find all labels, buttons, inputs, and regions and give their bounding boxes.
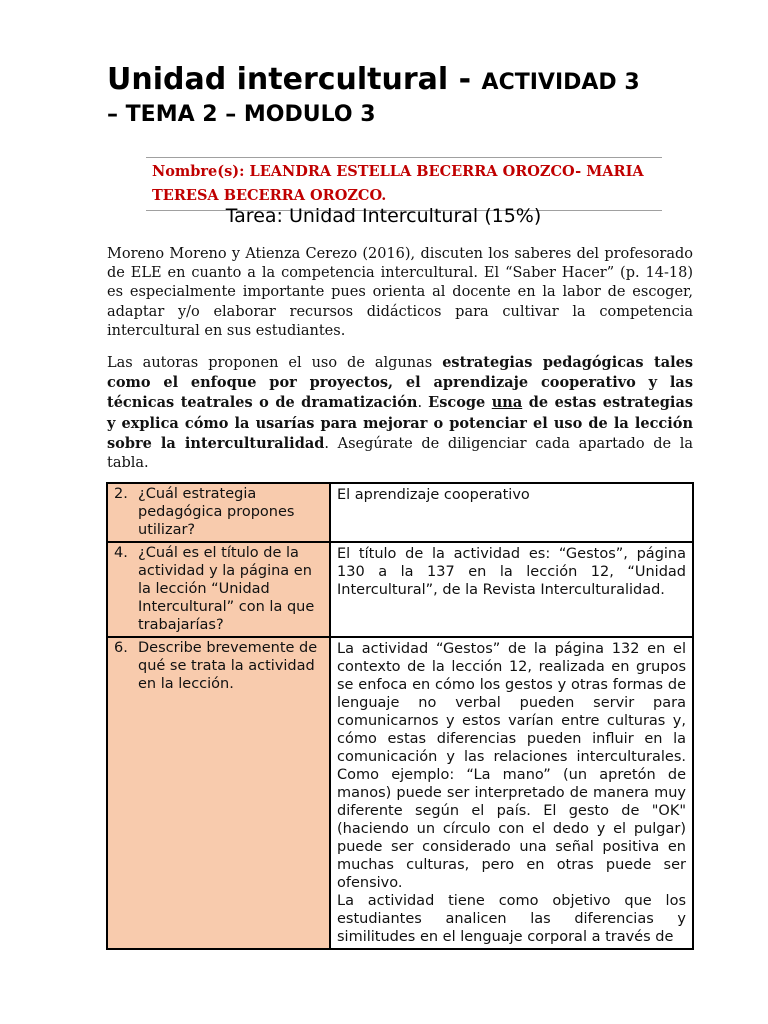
question-number: 4. — [114, 545, 128, 561]
question-cell — [107, 542, 330, 637]
instr-bold-2b: de estas estrategias y explica cómo la usarías para mejorar o potenciar el uso de la lección sobre la interculturalidad — [107, 394, 693, 452]
title-module: – TEMA 2 – MODULO 3 — [107, 102, 376, 127]
title-main: Unidad intercultural - — [107, 62, 482, 97]
question-text: ¿Cuál estrategia pedagógica propones utilizar? — [138, 486, 295, 538]
instr-bold-1: estrategias pedagógicas tales como el enfoque por proyectos, el aprendizaje cooperativo y las técnicas teatrales o de dramatización — [107, 354, 693, 412]
question-number: 2. — [114, 486, 128, 502]
task-table — [106, 482, 694, 950]
answer-cell — [330, 483, 693, 542]
question-number: 6. — [114, 640, 128, 656]
instr-text-3: . Asegúrate de diligenciar cada apartado de la tabla. — [107, 435, 694, 472]
instr-text-2: . — [417, 395, 429, 412]
table-row — [107, 637, 693, 949]
intro-paragraph: Moreno Moreno y Atienza Cerezo (2016), discuten los saberes del profesorado de ELE en cuanto a la competencia intercultural. El “Saber Hacer” (p. 14-18) es especialmente importante pues orienta al docente en la labor de escoger, adaptar y/o elaborar recursos didácticos para cultivar la competencia intercultural en sus estudiantes. — [107, 246, 693, 339]
question-cell — [107, 483, 330, 542]
table-row — [107, 483, 693, 542]
question-cell — [107, 637, 330, 949]
instr-text-1: Las autoras proponen el uso de algunas — [107, 355, 443, 371]
answer-paragraph-2: La actividad tiene como objetivo que los estudiantes analicen las diferencias y similitudes en el lenguaje corporal a través de — [337, 893, 686, 945]
answer-cell — [330, 542, 693, 637]
student-names: Nombre(s): LEANDRA ESTELLA BECERRA OROZCO- MARIA TERESA BECERRA OROZCO. — [146, 157, 662, 211]
answer-cell — [330, 637, 693, 949]
instructions-paragraph — [107, 353, 693, 473]
instr-bold-2a: Escoge — [428, 394, 492, 412]
answer-text: El título de la actividad es: “Gestos”, página 130 a la 137 en la lección 12, “Unidad Intercultural”, de la Revista Interculturalidad. — [337, 546, 686, 598]
document-title — [107, 64, 707, 131]
table-row — [107, 542, 693, 637]
answer-paragraph-1: La actividad “Gestos” de la página 132 en el contexto de la lección 12, realizada en grupos se enfoca en cómo los gestos y otras formas de lenguaje no verbal pueden servir para comunicarnos y estos varían entre culturas y, cómo estas diferencias pueden influir en la comunicación y las relaciones interculturales. Como ejemplo: “La mano” (un apretón de manos) puede ser interpretado de manera muy diferente según el país. El gesto de "OK" (haciendo un círculo con el dedo y el pulgar) puede ser considerado una señal positiva en muchas culturas, pero en otras puede ser ofensivo. — [337, 641, 686, 891]
answer-text: El aprendizaje cooperativo — [337, 487, 530, 503]
question-text: Describe brevemente de qué se trata la actividad en la lección. — [138, 640, 318, 692]
instr-bold-underlined: una — [491, 394, 523, 412]
task-heading: Tarea: Unidad Intercultural (15%) — [225, 205, 542, 227]
title-activity: ACTIVIDAD 3 — [481, 70, 640, 95]
question-text: ¿Cuál es el título de la actividad y la página en la lección “Unidad Intercultural” con la que trabajarías? — [138, 545, 315, 633]
